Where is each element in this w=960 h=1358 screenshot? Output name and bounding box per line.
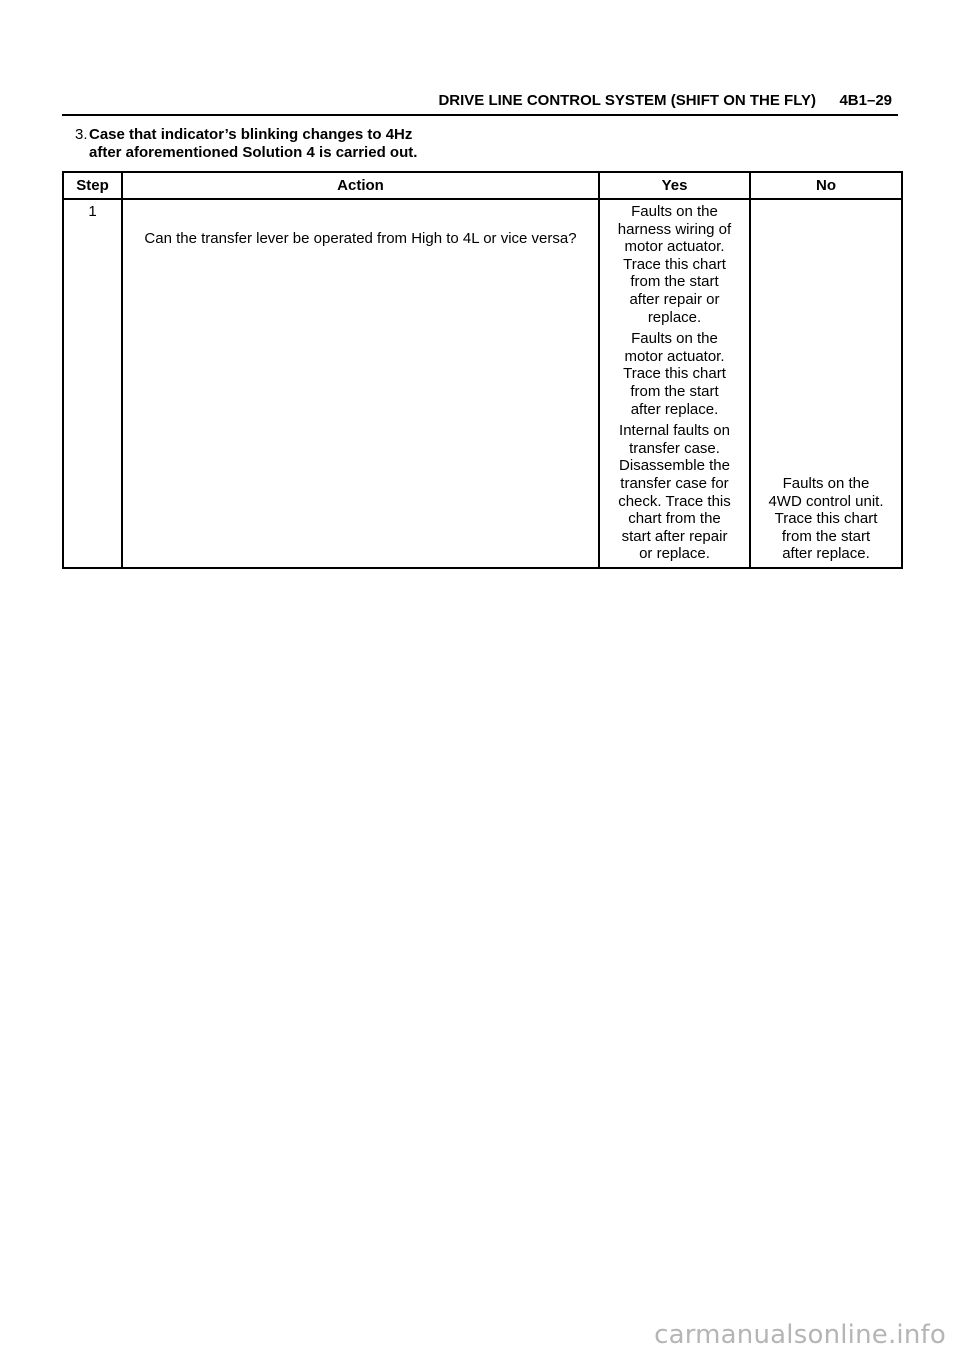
yes-line: from the start bbox=[630, 382, 719, 400]
header-yes: Yes bbox=[599, 172, 750, 199]
diagnostic-table bbox=[62, 171, 903, 569]
section-number: 3. bbox=[75, 126, 88, 143]
yes-line: Faults on the bbox=[631, 203, 718, 220]
yes-line: harness wiring of bbox=[617, 220, 732, 238]
header-action: Action bbox=[122, 172, 599, 199]
section-heading bbox=[75, 126, 595, 162]
header-title: DRIVE LINE CONTROL SYSTEM (SHIFT ON THE FLY) bbox=[438, 92, 816, 109]
step-cell: 1 bbox=[63, 199, 122, 568]
yes-line: motor actuator. bbox=[624, 347, 725, 365]
yes-result-harness bbox=[604, 203, 745, 326]
watermark: carmanualsonline.info bbox=[654, 1320, 946, 1350]
action-cell bbox=[122, 199, 599, 568]
yes-cell bbox=[599, 199, 750, 568]
no-line: Trace this chart bbox=[774, 510, 878, 528]
no-line: after replace. bbox=[782, 545, 870, 563]
header-step: Step bbox=[63, 172, 122, 199]
section-title-line2: after aforementioned Solution 4 is carried out. bbox=[89, 144, 418, 161]
table-row bbox=[63, 199, 902, 568]
yes-result-motor bbox=[604, 330, 745, 418]
yes-line: check. Trace this bbox=[618, 492, 731, 510]
yes-line: replace. bbox=[647, 308, 702, 326]
yes-line: Trace this chart bbox=[623, 365, 726, 383]
yes-result-transfer-case bbox=[604, 422, 745, 563]
yes-line: Disassemble the bbox=[619, 457, 730, 475]
yes-line: after repair or bbox=[629, 290, 720, 308]
yes-line: motor actuator. bbox=[624, 238, 725, 256]
no-line: 4WD control unit. bbox=[768, 492, 884, 510]
yes-line: transfer case. bbox=[629, 439, 720, 457]
page-number: 4B1–29 bbox=[839, 92, 892, 109]
yes-line: start after repair bbox=[621, 527, 728, 545]
yes-line: transfer case for bbox=[620, 474, 729, 492]
no-line: Faults on the bbox=[782, 474, 870, 492]
yes-line: chart from the bbox=[628, 510, 721, 528]
no-line: from the start bbox=[781, 527, 871, 545]
section-title-line1: Case that indicator’s blinking changes to 4Hz bbox=[89, 126, 413, 143]
yes-line: or replace. bbox=[639, 545, 710, 563]
yes-line: Internal faults on bbox=[619, 422, 730, 440]
table-header-row bbox=[63, 172, 902, 199]
yes-line: after replace. bbox=[630, 400, 719, 418]
yes-line: Trace this chart bbox=[623, 255, 726, 273]
action-text: Can the transfer lever be operated from High to 4L or vice versa? bbox=[144, 230, 577, 247]
no-cell bbox=[750, 199, 902, 568]
page-header bbox=[62, 88, 898, 116]
yes-line: Faults on the bbox=[631, 330, 718, 348]
header-no: No bbox=[750, 172, 902, 199]
yes-line: from the start bbox=[630, 273, 719, 291]
